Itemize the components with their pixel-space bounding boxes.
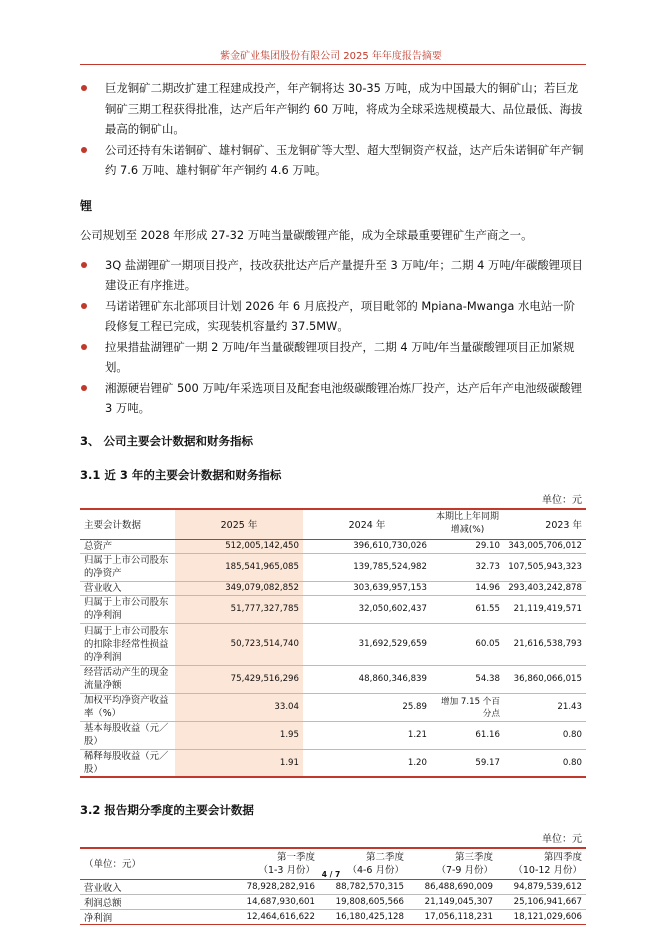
table-row: 稀释每股收益（元／股） 1.91 1.20 59.17 0.80 <box>80 749 586 777</box>
quarterly-table <box>80 847 586 925</box>
list-item: 巨龙铜矿二期改扩建工程建成投产，年产铜将达 30-35 万吨，成为中国最大的铜矿山；若巨龙铜矿三期工程获得批准，达产后年产铜约 60 万吨，将成为全球采选规模最大、品位最低、海拔最高的铜矿山。 <box>80 78 586 140</box>
section-3-heading: 3、 公司主要会计数据和财务指标 <box>80 433 254 448</box>
bullet-dot-icon <box>81 147 87 153</box>
table-row: 营业收入 349,079,082,852 303,639,957,153 14.96 293,403,242,878 <box>80 581 586 595</box>
section-3-2-heading: 3.2 报告期分季度的主要会计数据 <box>80 803 254 817</box>
unit-label: 单位：元 <box>542 494 582 506</box>
table-row: 归属于上市公司股东的扣除非经常性损益的净利润 50,723,514,740 31,692,529,659 60.05 21,616,538,793 <box>80 623 586 665</box>
table-header-row <box>80 509 586 540</box>
col-header-change: 本期比上年同期增减(%) <box>431 509 504 540</box>
header-divider <box>80 64 586 65</box>
unit-label: 单位：元 <box>542 834 582 845</box>
list-item: 拉果措盐湖锂矿一期 2 万吨/年当量碳酸锂项目投产，二期 4 万吨/年当量碳酸锂项目正加紧规划。 <box>80 337 586 378</box>
table-row: 净利润 12,464,616,622 16,180,425,128 17,056,118,231 18,121,029,606 <box>84 912 582 924</box>
table-row: 经营活动产生的现金流量净额 75,429,516,296 48,860,346,839 54.38 36,860,066,015 <box>80 665 586 693</box>
annual-financial-table <box>80 508 586 779</box>
bullet-dot-icon <box>81 344 87 350</box>
col-header-item: 主要会计数据 <box>80 509 175 540</box>
list-item: 马诺诺锂矿东北部项目计划 2026 年 6 月底投产，项目毗邻的 Mpiana-Mwanga 水电站一阶段修复工程已完成，实现装机容量约 37.5MW。 <box>80 296 586 337</box>
table-row: 归属于上市公司股东的净利润 51,777,327,785 32,050,602,437 61.55 21,119,419,571 <box>80 595 586 623</box>
bullet-dot-icon <box>81 385 87 391</box>
bullet-dot-icon <box>81 303 87 309</box>
col-header-2025: 2025 年 <box>175 509 303 540</box>
col-header-q2: 第二季度 （4-6 月份） <box>319 848 408 880</box>
col-header-2023: 2023 年 <box>504 509 586 540</box>
table-row: 归属于上市公司股东的净资产 185,541,965,085 139,785,524,982 32.73 107,505,943,323 <box>80 553 586 581</box>
bullet-dot-icon <box>81 85 87 91</box>
list-item: 湘源硬岩锂矿 500 万吨/年采选项目及配套电池级碳酸锂冶炼厂投产，达产后年产电池级碳酸锂 3 万吨。 <box>80 378 586 419</box>
table-row: 总资产 512,005,142,450 396,610,730,026 29.10 343,005,706,012 <box>80 539 586 553</box>
table-row: 基本每股收益（元／股） 1.95 1.21 61.16 0.80 <box>80 721 586 749</box>
report-header: 紫金矿业集团股份有限公司 2025 年年度报告摘要 <box>220 51 442 62</box>
page-number: 4 / 7 <box>321 870 341 879</box>
lithium-bullet-list <box>80 255 586 419</box>
table-row: 加权平均净资产收益率（%） 33.04 25.89 增加 7.15 个百分点 21.43 <box>80 693 586 721</box>
lithium-intro: 公司规划至 2028 年形成 27-32 万吨当量碳酸锂产能，成为全球最重要锂矿生产商之一。 <box>80 227 533 242</box>
table-row: 利润总额 14,687,930,601 19,808,605,566 21,149,045,307 25,106,941,667 <box>80 895 586 910</box>
bullet-dot-icon <box>81 262 87 268</box>
col-header-item: （单位：元） <box>80 848 230 880</box>
section-3-1-heading: 3.1 近 3 年的主要会计数据和财务指标 <box>80 467 282 482</box>
col-header-q3: 第三季度 （7-9 月份） <box>408 848 497 880</box>
table-row: 营业收入 78,928,282,916 88,782,570,315 86,488,690,009 94,879,539,612 <box>80 880 586 895</box>
list-item: 3Q 盐湖锂矿一期项目投产，技改获批达产后产量提升至 3 万吨/年；二期 4 万吨/年碳酸锂项目建设正有序推进。 <box>80 255 586 296</box>
lithium-heading: 锂 <box>80 198 93 213</box>
col-header-q4: 第四季度 （10-12 月份） <box>497 848 586 880</box>
page-content <box>80 78 586 925</box>
copper-bullet-list <box>80 78 586 181</box>
list-item: 公司还持有朱诺铜矿、雄村铜矿、玉龙铜矿等大型、超大型铜资产权益，达产后朱诺铜矿年产铜约 7.6 万吨、雄村铜矿年产铜约 4.6 万吨。 <box>80 140 586 181</box>
col-header-2024: 2024 年 <box>303 509 431 540</box>
col-header-q1: 第一季度 （1-3 月份） <box>230 848 319 880</box>
